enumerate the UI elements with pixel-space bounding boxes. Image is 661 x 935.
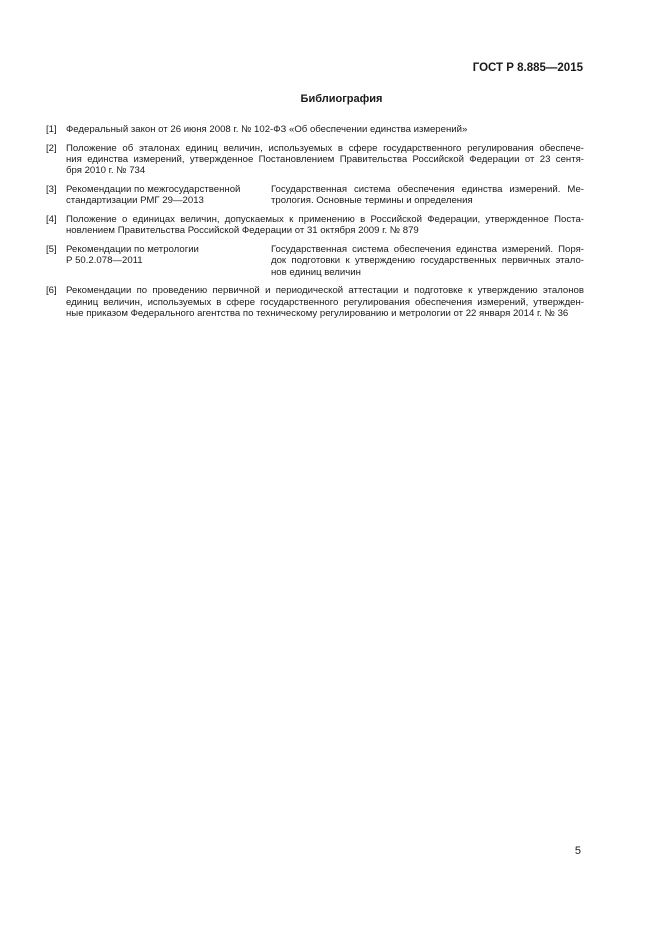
entry-text-line: нов единиц величин — [271, 266, 361, 278]
entry-designation — [66, 184, 271, 207]
entry-text-line: Рекомендации по проведению первичной и периодической аттестации и подготовке к утверждению эталонов — [66, 285, 584, 297]
entry-text-line: Федеральный закон от 26 июня 2008 г. № 102-ФЗ «Об обеспечении единства измерений» — [66, 124, 468, 135]
bibliography-entry-6 — [46, 285, 584, 319]
bibliography-list — [46, 124, 584, 327]
entry-number: [1] — [46, 124, 57, 135]
entry-text-line: ния единства измерений, утвержденное Постановлением Правительства Российской Федерации от 23 сентя- — [66, 154, 584, 165]
bibliography-entry-5 — [46, 244, 584, 278]
bibliography-entry-4 — [46, 214, 584, 237]
entry-text-line: Положение об эталонах единиц величин, используемых в сфере государственного регулирования обеспече- — [66, 142, 584, 154]
entry-text-line: док подготовки к утверждению государственных первичных этало- — [271, 255, 584, 267]
entry-text-line: бря 2010 г. № 734 — [66, 165, 146, 177]
entry-text-line: Положение о единицах величин, допускаемых к применению в Российской Федерации, утвержденное Поста- — [66, 214, 584, 225]
entry-number: [5] — [46, 244, 57, 255]
entry-text-line: стандартизации РМГ 29—2013 — [66, 195, 204, 207]
entry-text-line: ные приказом Федерального агентства по техническому регулированию и метрологии от 22 января 2014 г. № 36 — [66, 308, 569, 320]
entry-text-line: Рекомендации по метрологии — [66, 244, 199, 255]
bibliography-entry-1 — [46, 124, 584, 135]
entry-text-line: Государственная система обеспечения единства измерений. Поря- — [271, 244, 584, 255]
entry-number: [3] — [46, 184, 57, 195]
page-title: Библиография — [300, 93, 383, 105]
entry-description — [271, 244, 584, 278]
entry-text-line: Рекомендации по межгосударственной — [66, 184, 241, 195]
bibliography-entry-3 — [46, 184, 584, 207]
entry-text-line: новлением Правительства Российской Федерации от 31 октября 2009 г. № 879 — [66, 225, 419, 237]
entry-number: [4] — [46, 214, 57, 225]
entry-description — [271, 184, 584, 207]
entry-number: [6] — [46, 285, 57, 297]
entry-number: [2] — [46, 142, 57, 154]
entry-designation — [66, 244, 271, 278]
page-number: 5 — [574, 845, 581, 857]
entry-text-line: Р 50.2.078—2011 — [66, 255, 143, 267]
entry-text-line: трология. Основные термины и определения — [271, 195, 473, 207]
bibliography-entry-2 — [46, 143, 584, 177]
entry-text-line: единиц величин, используемых в сфере государственного регулирования обеспечения измерений, утвержден- — [66, 296, 584, 308]
document-id: ГОСТ Р 8.885—2015 — [472, 62, 583, 74]
entry-text-line: Государственная система обеспечения единства измерений. Ме- — [271, 184, 584, 195]
